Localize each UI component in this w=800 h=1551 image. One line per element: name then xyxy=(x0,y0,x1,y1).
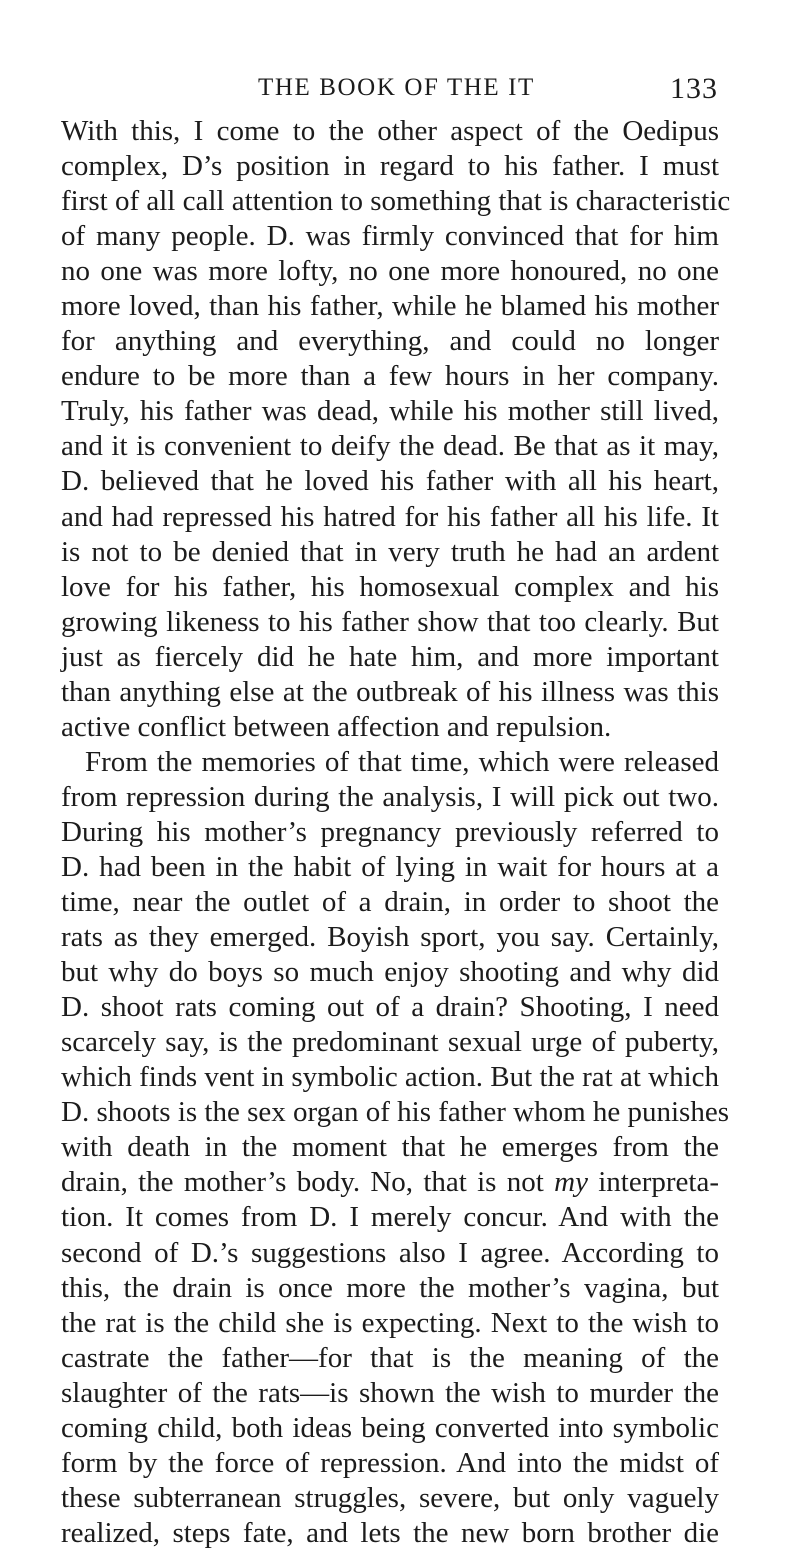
text-line: form by the force of repression. And into the midst of xyxy=(61,1446,719,1479)
body-text xyxy=(61,114,731,1551)
text-line: this, the drain is once more the mother’s vagina, but xyxy=(61,1271,719,1304)
text-line: With this, I come to the other aspect of the Oedipus xyxy=(61,115,719,147)
text-line: of many people. D. was firmly convinced that for him xyxy=(61,220,719,253)
text-line: first of all call attention to something that is characteristic xyxy=(61,185,731,218)
text-line: D. believed that he loved his father with all his heart, xyxy=(61,465,719,498)
paragraph-first-line: From the memories of that time, which were released xyxy=(85,745,719,778)
text-line: the rat is the child she is expecting. Next to the wish to xyxy=(61,1306,719,1339)
text-line: second of D.’s suggestions also I agree. According to xyxy=(61,1236,719,1269)
text-line: these subterranean struggles, severe, but only vaguely xyxy=(61,1481,719,1514)
text-line: and had repressed his hatred for his father all his life. It xyxy=(61,500,719,533)
text-line: for anything and everything, and could no longer xyxy=(61,325,719,358)
text-line: more loved, than his father, while he blamed his mother xyxy=(61,290,719,323)
line-lead: drain, the mother’s body. No, that is not xyxy=(61,1166,544,1199)
text-line: love for his father, his homosexual complex and his xyxy=(61,570,719,603)
text-line: coming child, both ideas being converted into symbolic xyxy=(61,1411,719,1444)
text-line: tion. It comes from D. I merely concur. And with the xyxy=(61,1201,719,1234)
running-head xyxy=(258,74,718,108)
text-line: time, near the outlet of a drain, in order to shoot the xyxy=(61,886,719,919)
paragraph-last-line: active conflict between affection and repulsion. xyxy=(61,710,612,743)
text-line: growing likeness to his father show that too clearly. But xyxy=(61,605,719,638)
page-number: 133 xyxy=(670,72,718,105)
text-line: D. had been in the habit of lying in wait for hours at a xyxy=(61,850,719,883)
text-line: but why do boys so much enjoy shooting and why did xyxy=(61,956,719,989)
text-line: just as fiercely did he hate him, and more important xyxy=(61,640,719,673)
text-line: which finds vent in symbolic action. But the rat at which xyxy=(61,1061,720,1094)
text-line: realized, steps fate, and lets the new born brother die xyxy=(61,1516,719,1549)
text-line: castrate the father—for that is the meaning of the xyxy=(61,1341,719,1374)
text-line: D. shoots is the sex organ of his father whom he punishes xyxy=(61,1096,729,1129)
emphasis-word: my xyxy=(554,1166,588,1199)
line-tail: interpreta- xyxy=(598,1166,720,1199)
text-line: complex, D’s position in regard to his father. I must xyxy=(61,150,719,183)
text-line: rats as they emerged. Boyish sport, you say. Certainly, xyxy=(61,921,719,954)
text-line: slaughter of the rats—is shown the wish to murder the xyxy=(61,1376,719,1409)
text-line: is not to be denied that in very truth he had an ardent xyxy=(61,535,719,568)
text-line: no one was more lofty, no one more honoured, no one xyxy=(61,255,719,288)
text-line: than anything else at the outbreak of his illness was this xyxy=(61,675,719,708)
text-line: and it is convenient to deify the dead. Be that as it may, xyxy=(61,430,719,463)
text-line: D. shoot rats coming out of a drain? Shooting, I need xyxy=(61,991,719,1024)
text-line-with-emphasis xyxy=(61,1165,719,1200)
text-line: During his mother’s pregnancy previously referred to xyxy=(61,815,719,848)
running-title: THE BOOK OF THE IT xyxy=(258,74,535,101)
text-line: Truly, his father was dead, while his mother still lived, xyxy=(61,395,719,428)
text-line: scarcely say, is the predominant sexual urge of puberty, xyxy=(61,1026,719,1059)
text-line: from repression during the analysis, I will pick out two. xyxy=(61,780,719,813)
text-line: endure to be more than a few hours in her company. xyxy=(61,360,719,393)
text-line: with death in the moment that he emerges from the xyxy=(61,1131,719,1164)
